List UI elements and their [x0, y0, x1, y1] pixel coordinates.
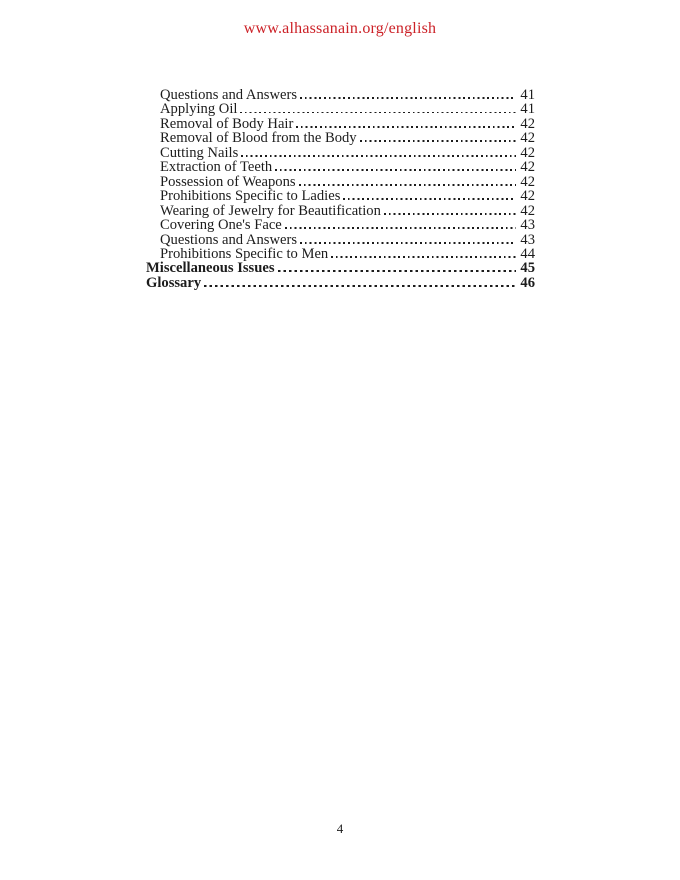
toc-entry-page: 42 [520, 115, 535, 132]
toc-entry [146, 175, 535, 189]
toc-entry-label: Extraction of Teeth [160, 159, 273, 176]
toc-entry-label: Covering One's Face [160, 217, 282, 234]
toc-entry-label: Prohibitions Specific to Men [160, 245, 329, 262]
toc-entry-page: 41 [520, 87, 535, 103]
toc-entry [146, 102, 535, 116]
toc-entry-label: Cutting Nails [160, 144, 239, 161]
dot-leader [278, 270, 517, 272]
dot-leader [343, 198, 516, 200]
dot-leader [204, 285, 516, 287]
toc-entry [146, 247, 535, 261]
toc-entry-label: Wearing of Jewelry for Beautification [160, 202, 381, 219]
dot-leader [299, 184, 517, 186]
toc-entry-label: Removal of Body Hair [160, 115, 294, 132]
dot-leader [285, 227, 517, 229]
toc-entry-page: 45 [520, 260, 535, 277]
toc-entry [146, 146, 535, 160]
toc-entry-page: 42 [520, 159, 535, 176]
dot-leader [360, 140, 517, 142]
header-url: www.alhassanain.org/english [243, 20, 437, 37]
toc-entry-label: Questions and Answers [160, 231, 298, 248]
toc-entry-page: 43 [520, 231, 535, 248]
toc-entry [146, 204, 535, 218]
toc-entry-page: 42 [520, 144, 535, 161]
toc-entry-label: Applying Oil [160, 101, 238, 118]
toc-entry [146, 233, 535, 247]
dot-leader [240, 112, 516, 114]
toc-entry-label: Questions and Answers [160, 87, 298, 103]
toc-entry [146, 117, 535, 131]
dot-leader [275, 169, 516, 171]
toc-list [146, 88, 535, 290]
toc-entry-label: Glossary [146, 274, 202, 291]
toc-entry-label: Removal of Blood from the Body [160, 130, 357, 147]
dot-leader [300, 97, 516, 99]
toc-entry [146, 189, 535, 203]
toc-entry-page: 42 [520, 173, 535, 190]
toc-entry-page: 43 [520, 217, 535, 234]
toc-entry-page: 42 [520, 130, 535, 147]
toc-entry [146, 88, 535, 102]
toc-entry-label: Possession of Weapons [160, 173, 296, 190]
dot-leader [331, 256, 516, 258]
toc-entry-page: 41 [520, 101, 535, 118]
footer-page-number: 4 [336, 821, 344, 836]
dot-leader [241, 155, 516, 157]
dot-leader [300, 242, 516, 244]
toc-entry-page: 46 [520, 274, 535, 291]
dot-leader [296, 126, 516, 128]
toc-entry-page: 42 [520, 202, 535, 219]
toc-entry [146, 276, 535, 290]
toc-entry-label: Prohibitions Specific to Ladies [160, 188, 341, 205]
toc-entry [146, 160, 535, 174]
toc-entry-page: 44 [520, 245, 535, 262]
dot-leader [384, 213, 517, 215]
toc-entry-label: Miscellaneous Issues [146, 260, 275, 277]
toc-entry-page: 42 [520, 188, 535, 205]
toc-entry [146, 261, 535, 275]
toc-entry [146, 131, 535, 145]
toc-entry [146, 218, 535, 232]
